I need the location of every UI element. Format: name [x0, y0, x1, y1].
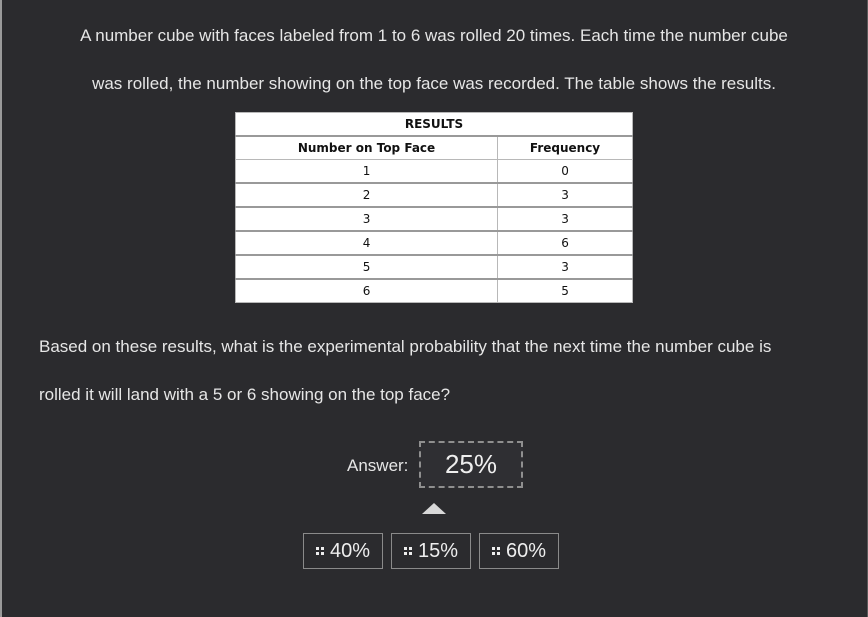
- choice-40-percent[interactable]: [303, 533, 383, 569]
- intro-line-2: was rolled, the number showing on the top face was recorded. The table shows the results.: [92, 74, 776, 93]
- left-frame-border: [0, 0, 2, 617]
- column-header-frequency: Frequency: [498, 136, 633, 160]
- choice-label: 60%: [505, 539, 547, 562]
- grip-dots-icon: [404, 547, 412, 555]
- table-row: [236, 160, 633, 184]
- caret-up-icon: [422, 503, 446, 514]
- cell-number: 5: [236, 255, 498, 279]
- choice-15-percent[interactable]: [391, 533, 471, 569]
- cell-number: 4: [236, 231, 498, 255]
- cell-number: 2: [236, 183, 498, 207]
- results-table: [235, 112, 633, 303]
- table-row: [236, 183, 633, 207]
- cell-number: 1: [236, 160, 498, 184]
- table-title: RESULTS: [236, 113, 633, 137]
- problem-intro: [20, 12, 848, 108]
- intro-line-1: A number cube with faces labeled from 1 to 6 was rolled 20 times. Each time the number cube: [80, 26, 788, 45]
- cell-frequency: 6: [498, 231, 633, 255]
- grip-dots-icon: [316, 547, 324, 555]
- table-row: [236, 255, 633, 279]
- choice-label: 40%: [329, 539, 371, 562]
- cell-number: 3: [236, 207, 498, 231]
- cell-number: 6: [236, 279, 498, 303]
- column-header-number: Number on Top Face: [236, 136, 498, 160]
- cell-frequency: 3: [498, 207, 633, 231]
- table-row: [236, 279, 633, 303]
- choice-60-percent[interactable]: [479, 533, 559, 569]
- table-row: [236, 207, 633, 231]
- question-line-2: rolled it will land with a 5 or 6 showing on the top face?: [39, 385, 451, 404]
- cell-frequency: 3: [498, 255, 633, 279]
- cell-frequency: 5: [498, 279, 633, 303]
- question-line-1: Based on these results, what is the experimental probability that the next time the number cube is: [39, 337, 772, 356]
- table-row: [236, 231, 633, 255]
- answer-drop-zone[interactable]: 25%: [419, 441, 523, 488]
- grip-dots-icon: [492, 547, 500, 555]
- choice-label: 15%: [417, 539, 459, 562]
- answer-choices: [303, 533, 559, 569]
- answer-label: Answer:: [347, 456, 409, 475]
- question-text: [39, 323, 839, 419]
- cell-frequency: 3: [498, 183, 633, 207]
- cell-frequency: 0: [498, 160, 633, 184]
